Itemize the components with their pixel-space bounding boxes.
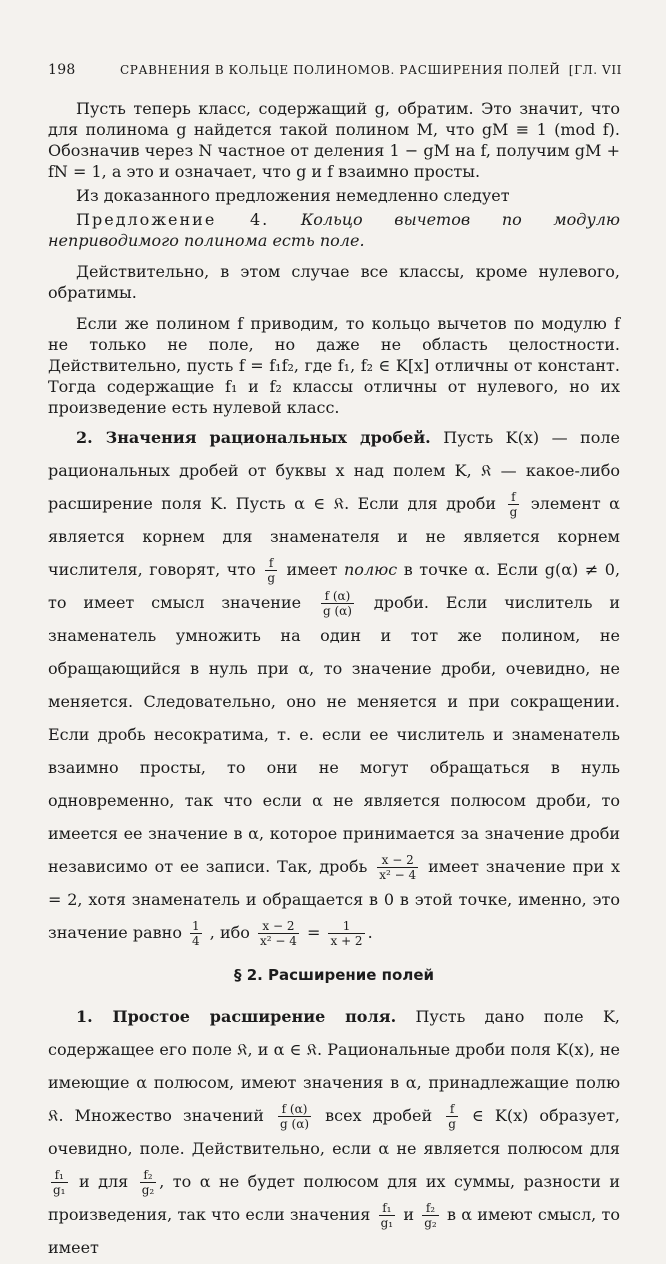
- numerator: f: [268, 556, 274, 570]
- denominator: g: [448, 1117, 456, 1131]
- paragraph-indeed: Действительно, в этом случае все классы, кроме нулевого, обратимы.: [48, 262, 620, 302]
- text-run: Пусть дано поле K, содержащее его поле 𝔎, и α ∈ 𝔎. Рациональные дроби поля K(x), не имеющие α полюсом, имеют значения в α, принадлежащие полю 𝔎. Множество значений: [48, 1007, 620, 1125]
- denominator: x + 2: [330, 934, 363, 948]
- fraction-equation-rhs: [328, 919, 364, 948]
- equals-sign: =: [306, 923, 321, 942]
- text-run: имеет значение при x = 2, хотя знаменатель и обращается в 0 в этой точке, именно, это значение равно: [48, 857, 621, 942]
- fraction-f-over-g: [446, 1102, 458, 1131]
- text-run: ∈ K(x) образует, очевидно, поле. Действительно, если α не является полюсом для: [48, 1106, 621, 1158]
- fraction-example: [377, 853, 418, 882]
- denominator: 4: [192, 934, 200, 948]
- numerator: f₂: [425, 1201, 436, 1215]
- fraction-f2-over-g2: [422, 1201, 439, 1230]
- fraction-f1-over-g1: [379, 1201, 396, 1230]
- proposition-statement: Кольцо вычетов по модулю неприводимого полинома есть поле.: [48, 210, 621, 250]
- numerator: x − 2: [381, 853, 414, 867]
- numerator: f₁: [382, 1201, 392, 1215]
- text-run: , то α не будет полюсом для их суммы, разности и произведения, так что если значения: [48, 1172, 621, 1224]
- paragraph-invertible-class: Пусть теперь класс, содержащий g, обратим. Это значит, что для полинома g найдется такой полином M, что gM ≡ 1 (mod f). Обозначив через N частное от деления 1 − gM на f, получим gM + fN = 1, а это и означает, что g и f взаимно просты.: [48, 99, 620, 181]
- text-run: .: [367, 923, 373, 942]
- numerator: f (α): [324, 589, 351, 603]
- subsection-heading-values: 2. Значения рациональных дробей.: [76, 428, 431, 447]
- paragraph-reducible: Если же полином f приводим, то кольцо вычетов по модулю f не только не поле, но даже не область целостности. Действительно, пусть f = f₁f₂, где f₁, f₂ ∈ K[x] отличны от констант. Тогда содержащие f₁ и f₂ классы отличны от нулевого, но их произведение есть нулевой класс.: [48, 314, 620, 417]
- fraction-f1-over-g1: [51, 1168, 68, 1197]
- text-run: дроби. Если числитель и знаменатель умножить на один и тот же полином, не обращающийся в нуль при α, то значение дроби, очевидно, не меняется. Следовательно, оно не меняется и при сокращении. Если дробь несократима, т. е. если ее числитель и знаменатель взаимно просты, то они не могут обращаться в нуль одновременно, так что если α не является полюсом дроби, то имеется ее значение в α, которое принимается за значение дроби независимо от ее записи. Так, дробь: [48, 593, 620, 876]
- subsection-simple-extension: [48, 1000, 620, 1264]
- denominator: g (α): [322, 604, 352, 618]
- denominator: g (α): [280, 1117, 310, 1131]
- text-run: и для: [78, 1172, 129, 1191]
- denominator: x² − 4: [379, 868, 417, 882]
- text-run: , ибо: [209, 923, 250, 942]
- numerator: f (α): [281, 1102, 308, 1116]
- text-run: в точке α. Если g(α) ≠ 0, то имеет смысл значение: [48, 560, 621, 612]
- fraction-f-over-g: [265, 556, 277, 585]
- numerator: f: [449, 1102, 455, 1116]
- running-title: СРАВНЕНИЯ В КОЛЬЦЕ ПОЛИНОМОВ. РАСШИРЕНИЯ ПОЛЕЙ: [120, 63, 561, 77]
- chapter-label: [ГЛ. VII: [568, 63, 622, 77]
- term-pole: полюс: [344, 560, 398, 579]
- numerator: f: [511, 490, 516, 504]
- denominator: g₂: [424, 1216, 437, 1230]
- text-run: Пусть K(x) — поле рациональных дробей от буквы x над полем K, 𝔎 — какое-либо расширение поля K. Пусть α ∈ 𝔎. Если для дроби: [48, 428, 621, 513]
- numerator: f₁: [54, 1168, 64, 1182]
- denominator: g₁: [380, 1216, 394, 1230]
- paragraph-corollary-intro: Из доказанного предложения немедленно следует: [76, 186, 510, 205]
- text-run: и: [403, 1205, 414, 1224]
- text-run: в α имеют смысл, то имеет: [48, 1205, 620, 1257]
- fraction-f-over-g: [508, 490, 520, 519]
- numerator: 1: [192, 919, 200, 933]
- denominator: g₂: [141, 1183, 155, 1197]
- section-title: § 2. Расширение полей: [233, 966, 435, 984]
- text-run: имеет: [286, 560, 338, 579]
- proposition-label: Предложение 4.: [76, 210, 270, 229]
- fraction-equation-lhs: [258, 919, 299, 948]
- proposition-4: [48, 209, 620, 251]
- fraction-f2-over-g2: [140, 1168, 157, 1197]
- running-header: [48, 62, 622, 82]
- fraction-fa-over-ga: [321, 589, 354, 618]
- denominator: x² − 4: [259, 934, 297, 948]
- numerator: x − 2: [262, 919, 295, 933]
- fraction-fa-over-ga: [278, 1102, 311, 1131]
- denominator: g₁: [53, 1183, 66, 1197]
- fraction-one-fourth: [190, 919, 202, 948]
- page-number: 198: [48, 62, 76, 78]
- page-body: [48, 98, 620, 1264]
- text-run: всех дробей: [325, 1106, 433, 1125]
- numerator: f₂: [143, 1168, 153, 1182]
- denominator: g: [267, 571, 275, 585]
- text-run: элемент α является корнем для знаменателя и не является корнем числителя, говорят, что: [48, 494, 620, 579]
- subsection-rational-values: [48, 421, 620, 949]
- subsection-heading-extension: 1. Простое расширение поля.: [76, 1007, 397, 1026]
- denominator: g: [509, 505, 518, 519]
- numerator: 1: [342, 919, 351, 933]
